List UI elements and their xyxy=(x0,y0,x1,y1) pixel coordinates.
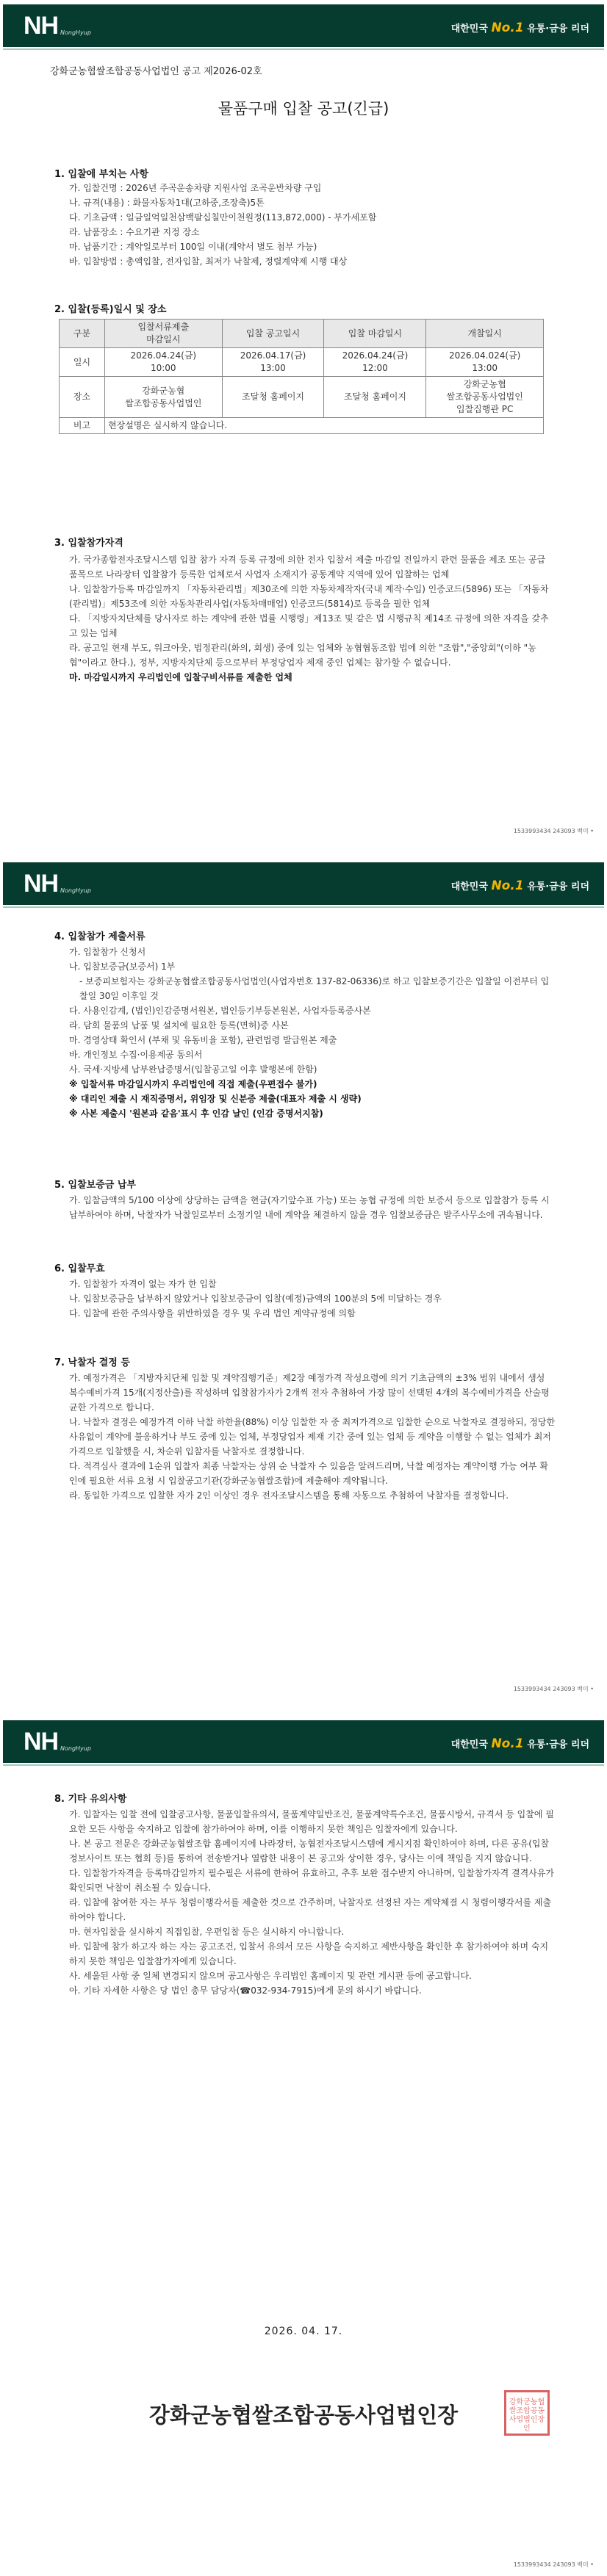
table-cell: 2026.04.024(금) 13:00 xyxy=(426,348,544,377)
list-item: 라. 입찰에 참여한 자는 부두 청렴이행각서를 제출한 것으로 간주하며, 낙찰자로 선정된 자는 계약체결 시 청렴이행각서를 제출하여야 합니다. xyxy=(69,1897,552,1922)
table-cell: 2026.04.24(금) 12:00 xyxy=(324,348,426,377)
list-item: 다. 입찰에 관한 주의사항을 위반하였을 경우 및 우리 법인 계약규정에 의함 xyxy=(69,1308,356,1318)
table-header: 입찰서류제출 마감일시 xyxy=(105,320,223,348)
list-item: 사. 국세·지방세 납부완납증명서(입찰공고일 이후 발행본에 한함) xyxy=(69,1064,317,1075)
table-header-row xyxy=(60,320,544,348)
section-heading: 6. 입찰무효 xyxy=(54,1263,105,1274)
list-item: 다. 적격심사 결과에 1순위 입찰자 최종 낙찰자는 상위 순 낙찰자 수 있음을 알려드리며, 낙찰 예정자는 계약이행 가능 여부 확인에 필요한 서류 요청 시 입찰공고기관(강화군농협쌀조합)에 제출해야 계약됩니다. xyxy=(69,1461,548,1486)
list-item: 가. 입찰금액의 5/100 이상에 상당하는 금액을 현금(자기앞수표 가능) 또는 농협 규정에 의한 보증서 등으로 입찰참가 등록 시 납부하여야 하며, 낙찰자가 낙찰일로부터 소정기일 내에 계약을 체결하지 않을 경우 입찰보증금은 발주사무소에 귀속됩니다. xyxy=(69,1195,550,1220)
table-header: 구분 xyxy=(60,320,105,348)
table-cell: 조달청 홈페이지 xyxy=(222,377,324,418)
list-item: 다. 사용인감계, (법인)인감증명서원본, 법인등기부등본원본, 사업자등록증사본 xyxy=(69,1006,371,1016)
page-footer: 1533993434 243093 백미 • xyxy=(513,828,594,834)
header-tagline: 대한민국 No.1 유통·금융 리더 xyxy=(450,878,589,893)
list-item: 나. 낙찰자 결정은 예정가격 이하 낙찰 하한율(88%) 이상 입찰한 자 중 최저가격으로 입찰한 순으로 낙찰자로 결정하되, 정당한 사유없이 계약에 불응하거나 부도 중에 있는 업체, 부정당업자 제재 기간 중에 있는 업체 등 계약을 이행할 수 없는 업체가 최저가격으로 입찰했을 시, 차순위 입찰자를 낙찰자로 결정합니다. xyxy=(69,1417,556,1457)
table-cell: 강화군농협 쌀조합공동사업법인 xyxy=(105,377,223,418)
list-item: 라. 동일한 가격으로 입찰한 자가 2인 이상인 경우 전자조달시스템을 통해 자동으로 추첨하여 낙찰자를 결정합니다. xyxy=(69,1490,509,1501)
table-cell: 현장설명은 실시하지 않습니다. xyxy=(105,418,544,434)
section-4-items xyxy=(69,945,556,1121)
table-row xyxy=(60,418,544,434)
section-heading: 2. 입찰(등록)일시 및 장소 xyxy=(54,304,167,315)
nh-header-bar xyxy=(3,862,604,905)
header-rule xyxy=(3,906,604,908)
list-item: 바. 입찰방법 : 총액입찰, 전자입찰, 최저가 낙찰제, 정렬계약제 시행 대상 xyxy=(69,256,348,267)
list-item: 바. 개인정보 수집·이용제공 동의서 xyxy=(69,1050,203,1060)
list-item: ※ 사본 제출시 '원본과 같음'표시 후 인감 날인 (인감 증명서지참) xyxy=(69,1108,323,1119)
nh-logo-sub: NongHyup xyxy=(60,887,91,894)
list-item: ※ 입찰서류 마감일시까지 우리법인에 직접 제출(우편접수 불가) xyxy=(69,1079,317,1089)
list-item: 마. 마감일시까지 우리법인에 입찰구비서류를 제출한 업체 xyxy=(69,672,292,682)
table-header: 입찰 공고일시 xyxy=(222,320,324,348)
table-cell: 2026.04.17(금) 13:00 xyxy=(222,348,324,377)
section-6-items xyxy=(69,1277,556,1321)
list-item: 마. 납품기간 : 계약일로부터 100일 이내(계약서 별도 첨부 가능) xyxy=(69,242,317,252)
list-item: - 보증피보험자는 강화군농협쌀조합공동사업법인(사업자번호 137-82-06336)로 하고 입찰보증기간은 입찰일 이전부터 입찰일 30일 이후일 것 xyxy=(79,976,550,1001)
header-rule xyxy=(3,48,604,50)
section-heading: 3. 입찰참가자격 xyxy=(54,538,123,549)
table-cell: 조달청 홈페이지 xyxy=(324,377,426,418)
schedule-table xyxy=(59,319,544,434)
table-header: 개찰일시 xyxy=(426,320,544,348)
table-header: 입찰 마감일시 xyxy=(324,320,426,348)
table-cell: 강화군농협 쌀조합공동사업법인 입찰집행관 PC xyxy=(426,377,544,418)
page-footer: 1533993434 243093 백미 • xyxy=(513,1686,594,1692)
list-item: 나. 본 공고 전문은 강화군농협쌀조합 홈페이지에 나라장터, 농협전자조달시스템에 게시지점 확인하여야 하며, 다른 공유(입찰정보사이트 또는 협회 등)를 통하여 전송받거나 열람한 내용이 본 공고와 상이한 경우, 당사는 이에 책임을 지지 않습니다. xyxy=(69,1839,550,1864)
table-cell: 일시 xyxy=(60,348,105,377)
nh-header-bar xyxy=(3,4,604,47)
list-item: 다. 「지방자치단체를 당사자로 하는 계약에 관한 법률 시행령」제13조 및 같은 법 시행규칙 제14조 규정에 의한 자격을 갖추고 있는 업체 xyxy=(69,613,549,638)
page-1 xyxy=(0,0,607,845)
table-cell: 장소 xyxy=(60,377,105,418)
section-heading: 1. 입찰에 부치는 사항 xyxy=(54,169,149,180)
header-rule xyxy=(3,1764,604,1766)
section-3-items xyxy=(69,552,556,685)
list-item: 가. 국가종합전자조달시스템 입찰 참가 자격 등록 규정에 의한 전자 입찰서 제출 마감일 전일까지 관련 물품을 제조 또는 공급 품목으로 나라장터 입찰참가 등록한 업체로서 사업자 소재지가 공동계약 지역에 있어 입찰하는 업체 xyxy=(69,555,546,580)
header-tagline: 대한민국 No.1 유통·금융 리더 xyxy=(450,21,589,35)
list-item: 가. 입찰건명 : 2026년 주곡운송차량 지원사업 조곡운반차량 구입 xyxy=(69,183,322,193)
section-heading: 8. 기타 유의사항 xyxy=(54,1794,127,1805)
header-tagline: 대한민국 No.1 유통·금융 리더 xyxy=(450,1736,589,1751)
nh-header-bar xyxy=(3,1720,604,1763)
list-item: 마. 현자입찰을 실시하지 직접입찰, 우편입찰 등은 실시하지 아니합니다. xyxy=(69,1927,345,1937)
list-item: 라. 담회 물품의 납품 및 설치에 필요한 등록(면허)증 사본 xyxy=(69,1020,289,1031)
list-item: 다. 기초금액 : 일금일억일천삼백팔십칠만이천원정(113,872,000) - 부가세포함 xyxy=(69,212,377,223)
list-item: 나. 입찰보증금을 납부하지 않았거나 입찰보증금이 입찰(예정)금액의 100분의 5에 미달하는 경우 xyxy=(69,1294,442,1304)
table-row xyxy=(60,348,544,377)
section-7-items xyxy=(69,1371,556,1503)
page-2 xyxy=(0,858,607,1703)
page-3 xyxy=(0,1716,607,2576)
list-item: 나. 규격(내용) : 화물자동차1대(고하중,조장축)5톤 xyxy=(69,198,265,208)
table-cell: 2026.04.24(금) 10:00 xyxy=(105,348,223,377)
list-item: 아. 기타 자세한 사항은 당 법인 총무 담당자(☎032-934-7915)에게 문의 하시기 바랍니다. xyxy=(69,1985,422,1996)
section-5-items xyxy=(69,1193,556,1222)
nh-logo: NH xyxy=(24,870,59,898)
section-1-items xyxy=(69,181,556,269)
nh-logo-sub: NongHyup xyxy=(60,1745,91,1752)
nh-logo: NH xyxy=(24,1728,59,1756)
list-item: 다. 입찰참가자격을 등록마감일까지 필수필은 서류에 한하여 유효하고, 추후 보완 접수받지 아니하며, 입찰참가자격 결격사유가 확인되면 낙찰이 취소될 수 있습니다. xyxy=(69,1868,555,1893)
notice-reference: 강화군농협쌀조합공동사업법인 공고 제2026-02호 xyxy=(50,66,262,77)
section-8-items xyxy=(69,1807,556,1998)
list-item: 나. 입찰참가등록 마감일까지 「자동차관리법」제30조에 의한 자동차제작자(국내 제작·수입) 인증코드(5896) 또는 「자동차(관리법)」제53조에 의한 자동차관리사업(자동차매매업) 인증코드(5814)로 등록을 필한 업체 xyxy=(69,584,549,609)
page-title: 물품구매 입찰 공고(긴급) xyxy=(218,100,389,118)
list-item: 가. 입찰참가 자격이 없는 자가 한 입찰 xyxy=(69,1279,217,1289)
section-heading: 4. 입찰참가 제출서류 xyxy=(54,931,146,942)
nh-logo-sub: NongHyup xyxy=(60,29,91,36)
list-item: 바. 입찰에 참가 하고자 하는 자는 공고조건, 입찰서 유의서 모든 사항을 숙지하고 제반사항을 확인한 후 참가하여야 하며 숙지하지 못한 책임은 입찰참가자에게 있습니다. xyxy=(69,1941,549,1966)
section-heading: 7. 낙찰자 결정 등 xyxy=(54,1357,130,1368)
list-item: 마. 경영상태 확인서 (부채 및 유동비율 포함), 관련법령 발급원본 제출 xyxy=(69,1035,337,1045)
notice-date: 2026. 04. 17. xyxy=(264,2326,343,2337)
list-item: ※ 대리인 제출 시 재직증명서, 위임장 및 신분증 제출(대표자 제출 시 생략) xyxy=(69,1094,362,1104)
list-item: 사. 세울된 사항 중 일체 변경되지 않으며 공고사항은 우리법인 홈페이지 및 관련 게시판 등에 공고합니다. xyxy=(69,1971,472,1981)
list-item: 가. 입찰자는 입찰 전에 입찰공고사항, 물품입찰유의서, 물품계약일반조건, 물품계약특수조건, 물품시방서, 규격서 등 입찰에 필요한 모든 사항을 숙지하고 입찰에 참가하여야 하며, 이를 이행하지 못한 책임은 입찰자에게 있습니다. xyxy=(69,1809,554,1834)
section-heading: 5. 입찰보증금 납부 xyxy=(54,1180,136,1191)
table-cell: 비고 xyxy=(60,418,105,434)
page-footer: 1533993434 243093 백미 • xyxy=(513,2561,594,2568)
list-item: 가. 입찰참가 신청서 xyxy=(69,947,146,957)
list-item: 라. 공고일 현재 부도, 워크아웃, 법정관리(화의, 회생) 중에 있는 업체와 농협협동조합 법에 의한 "조합","중앙회"(이하 "농협"이라고 한다.), 정부, 지방자치단체 등으로부터 부정당업자 제재 중인 업체는 참가할 수 없습니다. xyxy=(69,643,536,668)
table-row xyxy=(60,377,544,418)
list-item: 가. 예정가격은 「지방자치단체 입찰 및 계약집행기준」제2장 예정가격 작성요령에 의거 기초금액의 ±3% 범위 내에서 생성 복수예비가격 15개(지정산출)를 작성하며 입찰참가자가 2개씩 전자 추첨하여 가장 많이 선택된 4개의 복수예비가격을 산술평균한 가격으로 합니다. xyxy=(69,1373,550,1413)
list-item: 나. 입찰보증금(보증서) 1부 xyxy=(69,962,176,972)
nh-logo: NH xyxy=(24,12,59,40)
issuer-signature: 강화군농협쌀조합공동사업법인장 xyxy=(148,2403,459,2428)
official-seal: 강화군농협쌀조합공동사업법인장인 xyxy=(504,2390,550,2436)
list-item: 라. 납품장소 : 수요기관 지정 장소 xyxy=(69,227,200,237)
